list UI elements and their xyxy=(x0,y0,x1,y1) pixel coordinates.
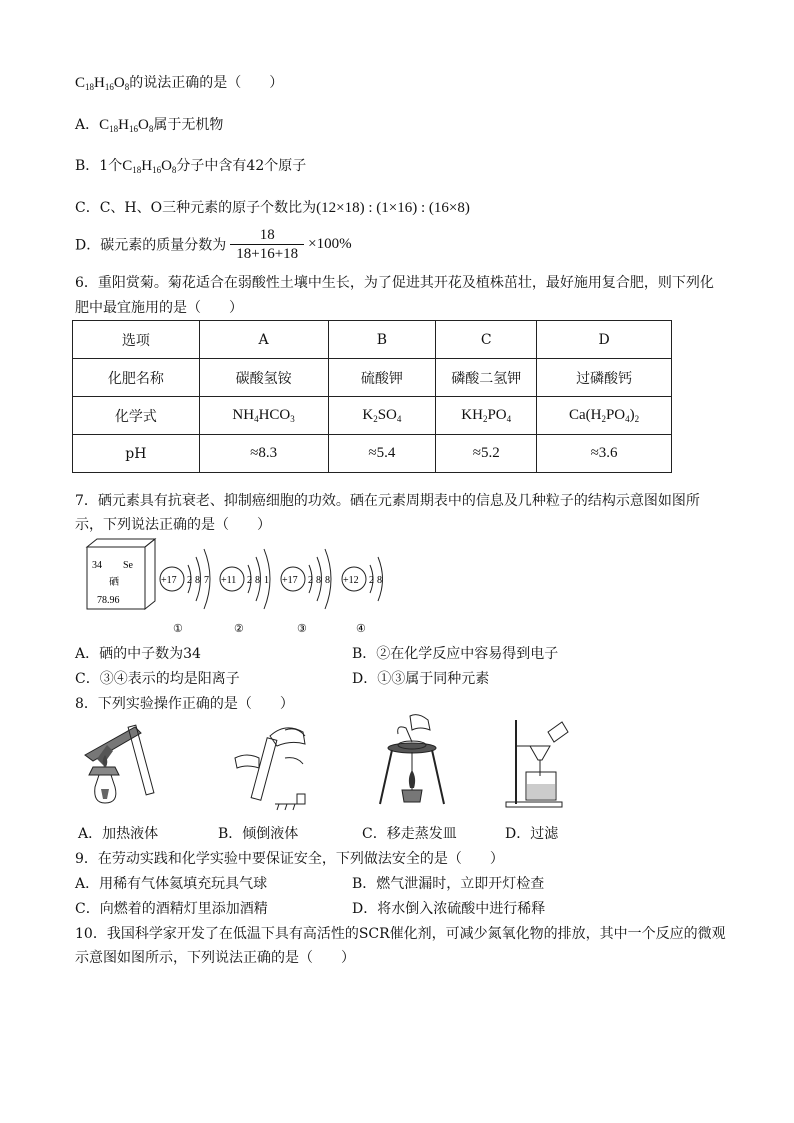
apparatus-heating-liquid xyxy=(75,715,175,815)
q10-line2: 示意图如图所示，下列说法正确的是（ ） xyxy=(75,950,355,966)
svg-text:①: ① xyxy=(173,623,183,635)
formula-cah2po42: $Ca(H_2PO_4)_2$ xyxy=(537,397,672,435)
svg-text:8: 8 xyxy=(325,575,330,586)
svg-text:8: 8 xyxy=(316,575,321,586)
tile-name: 硒 xyxy=(109,577,119,588)
q7-figure xyxy=(75,535,405,637)
apparatus-pouring-liquid xyxy=(225,718,325,813)
q5-formula: $C_{18}H_{16}O_8$ xyxy=(75,75,130,92)
q7-option-a: A．硒的中子数为34 xyxy=(75,646,201,662)
apparatus-filtration xyxy=(502,712,572,812)
fertilizer-table xyxy=(72,320,672,473)
table-row: pH ≈8.3 ≈5.4 ≈5.2 ≈3.6 xyxy=(73,435,672,473)
q7-line1: 7．硒元素具有抗衰老、抑制癌细胞的功效。硒在元素周期表中的信息及几种粒子的结构示意图如图所 xyxy=(75,493,700,509)
q7-option-c: C．③④表示的均是阳离子 xyxy=(75,671,240,687)
svg-text:2: 2 xyxy=(187,575,192,586)
q5-option-d: D．碳元素的质量分数为 $\frac{18}{18+16+18}$ ×100% xyxy=(75,227,352,262)
svg-text:8: 8 xyxy=(377,575,382,586)
selenium-tile xyxy=(87,539,155,609)
svg-text:7: 7 xyxy=(204,575,209,586)
svg-text:2: 2 xyxy=(247,575,252,586)
q9-option-c: C．向燃着的酒精灯里添加酒精 xyxy=(75,901,268,917)
q8-caption-b: B．倾倒液体 xyxy=(218,826,299,842)
q10-line1: 10．我国科学家开发了在低温下具有高活性的SCR催化剂，可减少氮氧化物的排放，其中一个反应的微观 xyxy=(75,926,726,942)
tile-symbol: Se xyxy=(123,560,133,571)
svg-text:②: ② xyxy=(234,623,244,635)
q5-stem-text: 的说法正确的是（ ） xyxy=(129,75,284,91)
q5-stem xyxy=(75,72,283,92)
q9-stem: 9．在劳动实践和化学实验中要保证安全，下列做法安全的是（ ） xyxy=(75,851,504,867)
q8-caption-a: A．加热液体 xyxy=(78,826,159,842)
table-row: 化学式 $NH_4HCO_3$ $K_2SO_4$ $KH_2PO_4$ $Ca(H_2PO_4)_2$ xyxy=(73,397,672,435)
table-row: 选项 A B C D xyxy=(73,321,672,359)
tile-mass: 78.96 xyxy=(97,595,120,606)
q6-line2: 肥中最宜施用的是（ ） xyxy=(75,300,243,316)
tile-number: 34 xyxy=(92,560,102,571)
svg-text:+11: +11 xyxy=(221,575,237,586)
formula-nh4hco3: $NH_4HCO_3$ xyxy=(199,397,328,435)
svg-text:2: 2 xyxy=(369,575,374,586)
q5-option-c: C．C、H、O三种元素的原子个数比为(12×18) : (1×16) : (16×8) xyxy=(75,200,470,216)
svg-text:+17: +17 xyxy=(282,575,298,586)
svg-text:2: 2 xyxy=(308,575,313,586)
svg-text:④: ④ xyxy=(356,623,366,635)
particle-3 xyxy=(281,549,331,635)
particle-4 xyxy=(342,557,383,635)
particle-1 xyxy=(160,549,210,635)
svg-text:8: 8 xyxy=(255,575,260,586)
q7-option-b: B．②在化学反应中容易得到电子 xyxy=(352,646,559,662)
formula-kh2po4: $KH_2PO_4$ xyxy=(436,397,537,435)
q8-caption-d: D．过滤 xyxy=(505,826,559,842)
formula-k2so4: $K_2SO_4$ xyxy=(328,397,436,435)
svg-text:1: 1 xyxy=(264,575,269,586)
svg-text:+12: +12 xyxy=(343,575,359,586)
q5-option-a: A．$C_{18}H_{16}O_8$属于无机物 xyxy=(75,117,224,134)
q8-stem: 8．下列实验操作正确的是（ ） xyxy=(75,696,294,712)
q7-option-d: D．①③属于同种元素 xyxy=(352,671,490,687)
q8-caption-c: C．移走蒸发皿 xyxy=(362,826,457,842)
q7-line2: 示，下列说法正确的是（ ） xyxy=(75,517,271,533)
q5-option-b: B．1个$C_{18}H_{16}O_8$分子中含有42个原子 xyxy=(75,158,307,175)
particle-2 xyxy=(220,549,270,635)
q9-option-d: D．将水倒入浓硫酸中进行稀释 xyxy=(352,901,546,917)
q6-line1: 6．重阳赏菊。菊花适合在弱酸性土壤中生长，为了促进其开花及植株茁壮，最好施用复合肥，则下列化 xyxy=(75,275,714,291)
svg-text:③: ③ xyxy=(297,623,307,635)
apparatus-evaporating-dish xyxy=(370,712,460,812)
svg-text:8: 8 xyxy=(195,575,200,586)
table-row: 化肥名称 碳酸氢铵 硫酸钾 磷酸二氢钾 过磷酸钙 xyxy=(73,359,672,397)
svg-text:+17: +17 xyxy=(161,575,177,586)
mass-fraction: $\frac{18}{18+16+18}$ xyxy=(230,226,304,263)
q9-option-b: B．燃气泄漏时，立即开灯检查 xyxy=(352,876,545,892)
q9-option-a: A．用稀有气体氦填充玩具气球 xyxy=(75,876,268,892)
